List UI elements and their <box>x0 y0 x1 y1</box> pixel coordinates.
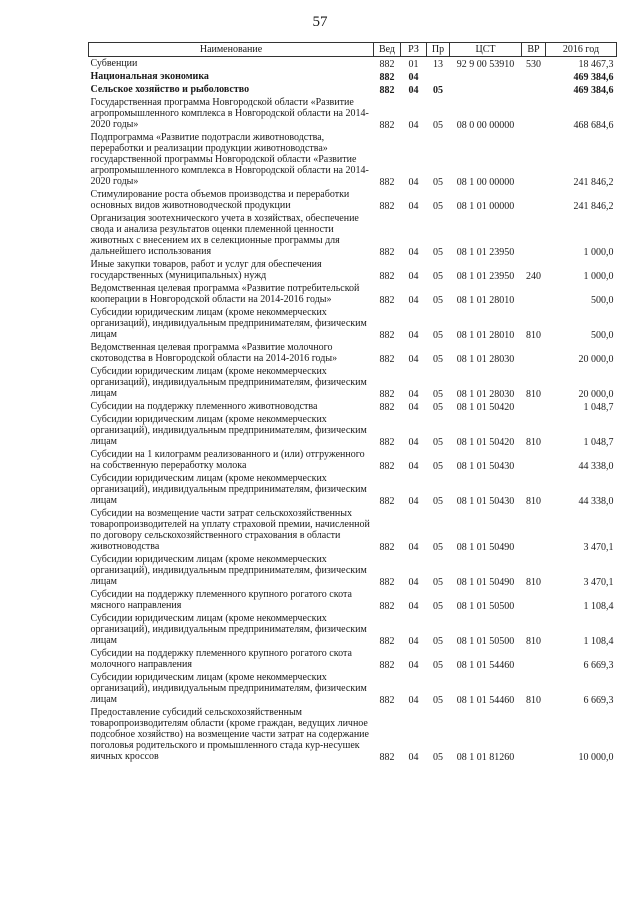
row-cst: 92 9 00 53910 <box>456 59 515 70</box>
table-row <box>89 188 617 212</box>
row-pr: 05 <box>433 752 443 763</box>
row-rz: 04 <box>408 542 419 553</box>
row-rz: 04 <box>408 437 419 448</box>
row-vr <box>522 647 546 671</box>
page-number: 57 <box>312 14 328 30</box>
row-ved: 882 <box>379 496 395 507</box>
row-vr <box>522 282 546 306</box>
row-vr <box>522 400 546 413</box>
row-vr: 530 <box>526 59 541 70</box>
row-ved: 882 <box>379 601 395 612</box>
row-amount: 241 846,2 <box>573 201 614 212</box>
row-rz: 04 <box>408 354 419 365</box>
row-rz: 04 <box>408 247 419 258</box>
row-pr: 05 <box>433 437 443 448</box>
row-cst: 08 1 00 00000 <box>456 177 515 188</box>
row-ved: 882 <box>379 389 395 400</box>
row-vr: 810 <box>526 437 541 448</box>
table-row <box>89 365 617 400</box>
row-amount: 20 000,0 <box>578 389 614 400</box>
row-rz: 04 <box>408 577 419 588</box>
table-row <box>89 70 617 83</box>
table-row <box>89 83 617 96</box>
table-row <box>89 588 617 612</box>
row-cst: 08 1 01 28010 <box>456 330 515 341</box>
row-name: Национальная экономика <box>90 71 209 82</box>
row-name: Ведомственная целевая программа «Развитие потребительской кооперации в Новгородской области на 2014-2016 годы» <box>90 283 360 305</box>
row-cst: 08 1 01 50490 <box>456 542 515 553</box>
row-cst: 08 1 01 81260 <box>456 752 515 763</box>
row-pr <box>427 70 450 83</box>
row-ved: 882 <box>379 636 395 647</box>
row-ved: 882 <box>379 295 395 306</box>
row-name: Субсидии юридическим лицам (кроме некоммерческих организаций), индивидуальным предпринимателям, физическим лицам <box>90 307 367 340</box>
row-pr: 05 <box>433 402 443 413</box>
row-name: Сельское хозяйство и рыболовство <box>90 84 250 95</box>
table-row <box>89 96 617 131</box>
row-name: Субсидии юридическим лицам (кроме некоммерческих организаций), индивидуальным предпринимателям, физическим лицам <box>90 366 367 399</box>
row-rz: 04 <box>408 177 419 188</box>
row-ved: 882 <box>379 201 395 212</box>
row-ved: 882 <box>379 72 395 83</box>
row-pr: 05 <box>433 201 443 212</box>
row-cst <box>450 83 522 96</box>
row-name: Государственная программа Новгородской области «Развитие агропромышленного комплекса в Новгородской области на 2014-2020 годы» <box>90 97 369 130</box>
row-ved: 882 <box>379 271 395 282</box>
row-name: Субсидии на 1 килограмм реализованного и (или) отгруженного на собственную переработку молока <box>90 449 365 471</box>
row-rz: 04 <box>408 389 419 400</box>
table-body <box>89 57 617 764</box>
row-rz: 04 <box>408 402 419 413</box>
row-amount: 469 384,6 <box>573 85 614 96</box>
row-cst: 08 1 01 54460 <box>456 660 515 671</box>
row-amount: 1 000,0 <box>583 271 614 282</box>
row-pr: 05 <box>433 601 443 612</box>
row-ved: 882 <box>379 120 395 131</box>
table-row <box>89 57 617 71</box>
row-pr: 05 <box>433 247 443 258</box>
row-amount: 3 470,1 <box>583 542 614 553</box>
row-pr: 13 <box>433 59 443 70</box>
row-name: Субсидии юридическим лицам (кроме некоммерческих организаций), индивидуальным предпринимателям, физическим лицам <box>90 613 367 646</box>
header-vr: ВР <box>522 43 546 57</box>
row-vr: 810 <box>526 330 541 341</box>
row-name: Субсидии на поддержку племенного крупного рогатого скота молочного направления <box>90 648 352 670</box>
row-vr <box>522 507 546 553</box>
header-rz: РЗ <box>401 43 427 57</box>
row-cst: 08 1 01 28030 <box>456 354 515 365</box>
row-rz: 04 <box>408 660 419 671</box>
row-cst: 08 1 01 54460 <box>456 695 515 706</box>
row-pr: 05 <box>433 695 443 706</box>
row-name: Субсидии юридическим лицам (кроме некоммерческих организаций), индивидуальным предпринимателям, физическим лицам <box>90 554 367 587</box>
row-name: Организация зоотехнического учета в хозяйствах, обеспечение свода и анализа результатов оценки племенной ценности животных с внесением их в селекционные программы для дальнейшего использования <box>90 213 359 257</box>
row-amount: 1 108,4 <box>583 601 614 612</box>
row-rz: 04 <box>408 752 419 763</box>
row-vr: 810 <box>526 636 541 647</box>
row-ved: 882 <box>379 354 395 365</box>
row-amount: 44 338,0 <box>578 461 614 472</box>
row-pr: 05 <box>433 660 443 671</box>
row-amount: 3 470,1 <box>583 577 614 588</box>
row-ved: 882 <box>379 695 395 706</box>
row-vr <box>522 341 546 365</box>
row-rz: 04 <box>408 85 419 96</box>
row-amount: 6 669,3 <box>583 695 614 706</box>
row-name: Субсидии на поддержку племенного животноводства <box>90 401 318 412</box>
table-row <box>89 341 617 365</box>
row-name: Субсидии на поддержку племенного крупного рогатого скота мясного направления <box>90 589 352 611</box>
row-pr: 05 <box>433 577 443 588</box>
row-pr: 05 <box>433 120 443 131</box>
table-row <box>89 448 617 472</box>
row-amount: 10 000,0 <box>578 752 614 763</box>
row-amount: 44 338,0 <box>578 496 614 507</box>
row-vr: 810 <box>526 577 541 588</box>
table-row <box>89 507 617 553</box>
row-ved: 882 <box>379 752 395 763</box>
table-row <box>89 400 617 413</box>
row-pr: 05 <box>433 636 443 647</box>
table-row <box>89 306 617 341</box>
row-cst: 08 1 01 23950 <box>456 271 515 282</box>
row-name: Субвенции <box>90 58 138 69</box>
table-row <box>89 413 617 448</box>
row-ved: 882 <box>379 542 395 553</box>
row-cst: 08 1 01 50430 <box>456 461 515 472</box>
row-ved: 882 <box>379 330 395 341</box>
budget-table <box>88 42 617 763</box>
table-row <box>89 647 617 671</box>
table-row <box>89 131 617 188</box>
row-cst: 08 1 01 50500 <box>456 601 515 612</box>
row-ved: 882 <box>379 85 395 96</box>
row-cst: 08 1 01 50500 <box>456 636 515 647</box>
row-cst: 08 1 01 28010 <box>456 295 515 306</box>
row-rz: 04 <box>408 461 419 472</box>
table-row <box>89 553 617 588</box>
row-vr <box>522 188 546 212</box>
row-vr: 810 <box>526 389 541 400</box>
header-name: Наименование <box>89 43 374 57</box>
row-pr: 05 <box>433 271 443 282</box>
row-cst <box>450 70 522 83</box>
table-row <box>89 671 617 706</box>
row-cst: 08 1 01 28030 <box>456 389 515 400</box>
row-name: Стимулирование роста объемов производства и переработки основных видов животноводческой продукции <box>90 189 350 211</box>
row-ved: 882 <box>379 437 395 448</box>
row-cst: 08 1 01 50420 <box>456 402 515 413</box>
table-row <box>89 212 617 258</box>
row-pr: 05 <box>433 354 443 365</box>
header-cst: ЦСТ <box>450 43 522 57</box>
row-pr: 05 <box>433 85 443 96</box>
row-amount: 1 048,7 <box>583 437 614 448</box>
row-rz: 01 <box>408 59 419 70</box>
row-rz: 04 <box>408 201 419 212</box>
row-rz: 04 <box>408 695 419 706</box>
row-rz: 04 <box>408 496 419 507</box>
header-year: 2016 год <box>546 43 617 57</box>
row-amount: 468 684,6 <box>573 120 614 131</box>
row-vr <box>522 70 546 83</box>
row-amount: 6 669,3 <box>583 660 614 671</box>
row-amount: 1 048,7 <box>583 402 614 413</box>
row-vr: 240 <box>526 271 541 282</box>
table-row <box>89 706 617 763</box>
row-amount: 500,0 <box>591 295 614 306</box>
row-cst: 08 1 01 50490 <box>456 577 515 588</box>
row-amount: 241 846,2 <box>573 177 614 188</box>
row-name: Субсидии юридическим лицам (кроме некоммерческих организаций), индивидуальным предпринимателям, физическим лицам <box>90 473 367 506</box>
row-rz: 04 <box>408 330 419 341</box>
row-rz: 04 <box>408 295 419 306</box>
table-row <box>89 258 617 282</box>
table-row <box>89 612 617 647</box>
row-name: Субсидии юридическим лицам (кроме некоммерческих организаций), индивидуальным предпринимателям, физическим лицам <box>90 414 367 447</box>
row-vr <box>522 212 546 258</box>
table-row <box>89 472 617 507</box>
row-pr: 05 <box>433 496 443 507</box>
row-amount: 20 000,0 <box>578 354 614 365</box>
row-rz: 04 <box>408 120 419 131</box>
row-vr <box>522 96 546 131</box>
row-pr: 05 <box>433 295 443 306</box>
row-ved: 882 <box>379 577 395 588</box>
table-header <box>89 43 617 57</box>
row-ved: 882 <box>379 461 395 472</box>
row-vr <box>522 131 546 188</box>
row-name: Иные закупки товаров, работ и услуг для обеспечения государственных (муниципальных) нужд <box>90 259 322 281</box>
row-rz: 04 <box>408 271 419 282</box>
row-ved: 882 <box>379 177 395 188</box>
row-ved: 882 <box>379 660 395 671</box>
row-amount: 500,0 <box>591 330 614 341</box>
row-amount: 1 108,4 <box>583 636 614 647</box>
table-row <box>89 282 617 306</box>
row-vr <box>522 448 546 472</box>
row-ved: 882 <box>379 402 395 413</box>
row-vr: 810 <box>526 496 541 507</box>
row-cst: 08 1 01 23950 <box>456 247 515 258</box>
row-name: Субсидии на возмещение части затрат сельскохозяйственных товаропроизводителей на уплату страховой премии, начисленной по договору сельскохозяйственного страхования в области животноводства <box>90 508 370 552</box>
header-row <box>89 43 617 57</box>
row-rz: 04 <box>408 636 419 647</box>
row-name: Ведомственная целевая программа «Развитие молочного скотоводства в Новгородской области на 2014-2016 годы» <box>90 342 338 364</box>
row-amount: 18 467,3 <box>578 59 614 70</box>
row-cst: 08 0 00 00000 <box>456 120 515 131</box>
row-vr <box>522 706 546 763</box>
row-vr <box>522 588 546 612</box>
row-amount: 469 384,6 <box>573 72 614 83</box>
row-pr: 05 <box>433 330 443 341</box>
header-ved: Вед <box>374 43 401 57</box>
row-pr: 05 <box>433 542 443 553</box>
header-pr: Пр <box>427 43 450 57</box>
row-vr <box>522 83 546 96</box>
row-cst: 08 1 01 50420 <box>456 437 515 448</box>
row-pr: 05 <box>433 461 443 472</box>
row-rz: 04 <box>408 72 419 83</box>
row-pr: 05 <box>433 177 443 188</box>
row-amount: 1 000,0 <box>583 247 614 258</box>
row-rz: 04 <box>408 601 419 612</box>
row-ved: 882 <box>379 247 395 258</box>
row-pr: 05 <box>433 389 443 400</box>
row-name: Предоставление субсидий сельскохозяйственным товаропроизводителям области (кроме граждан, ведущих личное подсобное хозяйство) на возмещение части затрат на содержание поголовья родительского и промышленного стада кур-несушек яичных кроссов <box>90 707 369 762</box>
row-cst: 08 1 01 00000 <box>456 201 515 212</box>
row-cst: 08 1 01 50430 <box>456 496 515 507</box>
row-ved: 882 <box>379 59 395 70</box>
row-name: Субсидии юридическим лицам (кроме некоммерческих организаций), индивидуальным предпринимателям, физическим лицам <box>90 672 367 705</box>
row-vr: 810 <box>526 695 541 706</box>
row-name: Подпрограмма «Развитие подотрасли животноводства, переработки и реализации продукции животноводства» государственной программы Новгородской области «Развитие агропромышленного комплекса в Новгородской области на 2014-2020 годы» <box>90 132 369 187</box>
